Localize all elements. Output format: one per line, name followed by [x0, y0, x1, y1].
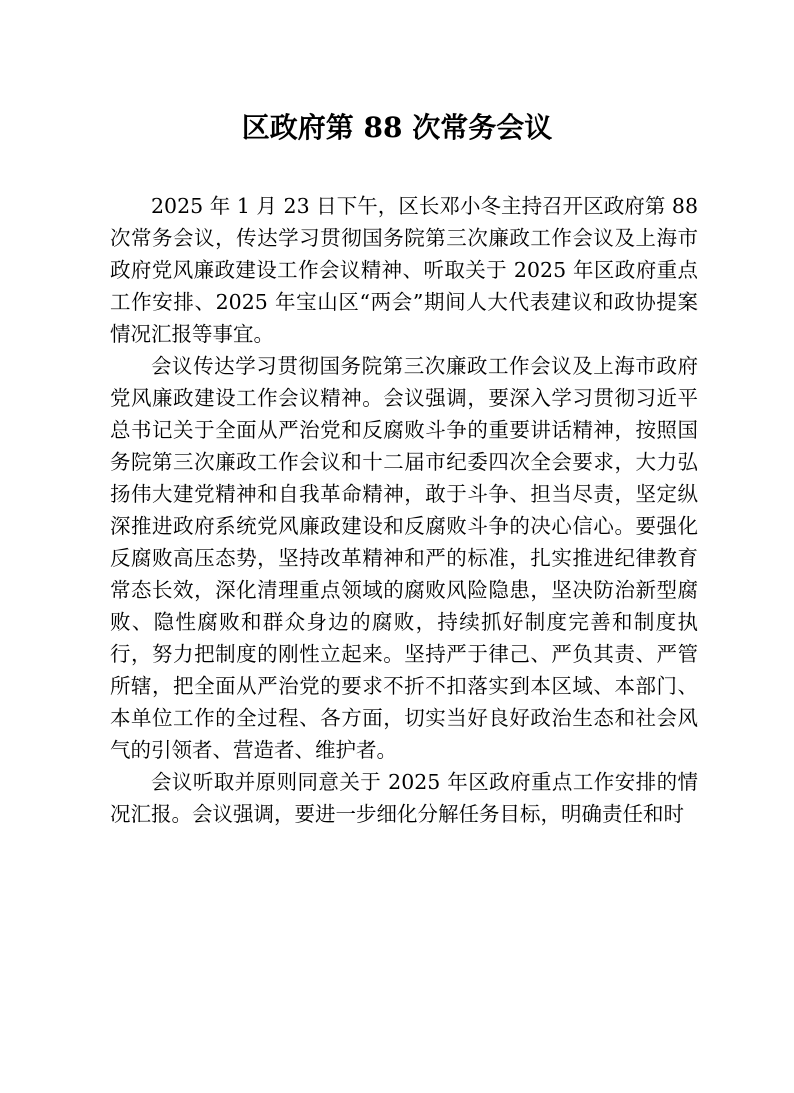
- paragraph-1: 2025 年 1 月 23 日下午，区长邓小冬主持召开区政府第 88 次常务会议，传达学习贯彻国务院第三次廉政工作会议及上海市政府党风廉政建设工作会议精神、听取关于 2025 年区政府重点工作安排、2025 年宝山区“两会”期间人大代表建议和政协提案情况汇报等事宜。: [110, 194, 698, 346]
- document-body: [110, 190, 698, 830]
- page-title: 区政府第 88 次常务会议: [241, 111, 553, 144]
- paragraph-2: 会议传达学习贯彻国务院第三次廉政工作会议及上海市政府党风廉政建设工作会议精神。会议强调，要深入学习贯彻习近平总书记关于全面从严治党和反腐败斗争的重要讲话精神，按照国务院第三次廉政工作会议和十二届市纪委四次全会要求，大力弘扬伟大建党精神和自我革命精神，敢于斗争、担当尽责，坚定纵深推进政府系统党风廉政建设和反腐败斗争的决心信心。要强化反腐败高压态势，坚持改革精神和严的标准，扎实推进纪律教育常态长效，深化清理重点领域的腐败风险隐患，坚决防治新型腐败、隐性腐败和群众身边的腐败，持续抓好制度完善和制度执行，努力把制度的刚性立起来。坚持严于律己、严负其责、严管所辖，把全面从严治党的要求不折不扣落实到本区域、本部门、本单位工作的全过程、各方面，切实当好良好政治生态和社会风气的引领者、营造者、维护者。: [110, 354, 698, 762]
- paragraph-3: 会议听取并原则同意关于 2025 年区政府重点工作安排的情况汇报。会议强调，要进一步细化分解任务目标，明确责任和时: [110, 770, 698, 826]
